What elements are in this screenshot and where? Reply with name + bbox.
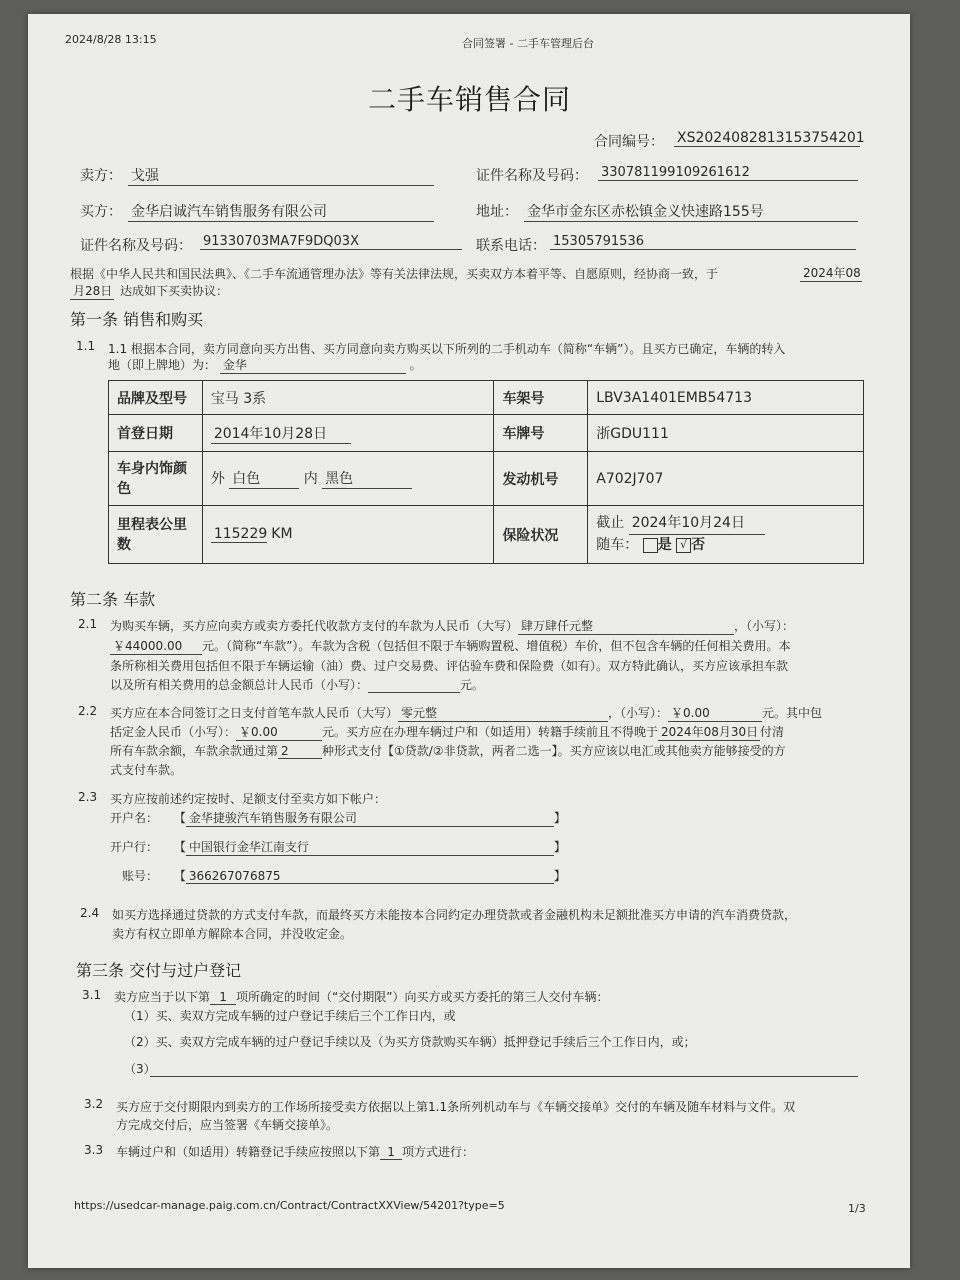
- buyer-phone: 15305791536: [550, 234, 856, 250]
- seller-name: 戈强: [128, 165, 434, 186]
- vin-label: 车架号: [494, 381, 588, 415]
- contract-no: XS20240828131537542​01: [674, 130, 860, 147]
- buyer-phone-label: 联系电话：: [476, 238, 546, 254]
- s21-line3: 条所称相关费用包括但不限于车辆运输（油）费、过户交易费、评估验车费和保险费（如有）。双方特此确认，买方应该承担车款: [110, 659, 789, 673]
- article1-num: 1.1: [76, 339, 96, 353]
- s22-method: 2: [278, 744, 322, 759]
- buyer-id: 91330703MA7F9DQ03X: [200, 234, 462, 250]
- s21-line2: ￥44000.00 元。（简称“车款”）。车款为含税（包括但不限于车辆购置税、增值税）车价，但不包含车辆的任何相关费用。本: [110, 637, 790, 655]
- mileage-label: 里程表公里数: [109, 506, 203, 564]
- contract-no-label: 合同编号：: [594, 134, 664, 150]
- s22-line3: 所有车款余额，车款余款通过第 2 种形式支付【①贷款/②非贷款，两者二选一】。买方应该以电汇或其他卖方能够接受的方: [110, 744, 786, 758]
- s23-num: 2.3: [78, 790, 98, 804]
- seller-id-label: 证件名称及号码：: [476, 168, 588, 184]
- article1-line2: 地（即上牌地）为： 金华 。: [108, 358, 422, 372]
- s24-line2: 卖方有权立即单方解除本合同，并没收定金。: [112, 927, 353, 941]
- color-label: 车身内饰颜色: [109, 452, 203, 506]
- vehicle-table: [108, 380, 864, 564]
- s24-num: 2.4: [80, 906, 100, 920]
- s33-num: 3.3: [84, 1143, 104, 1157]
- seller-id: 330781199109261612: [598, 165, 858, 181]
- insurance-date: 2024年10月24日: [629, 513, 765, 535]
- s31-option2: （2）买、卖双方完成车辆的过户登记手续以及（为买方贷款购买车辆）抵押登记手续后三个工作日内，或；: [124, 1035, 696, 1049]
- engine-label: 发动机号: [494, 452, 588, 506]
- reg-date-cell: [202, 415, 494, 452]
- s33-line1: 车辆过户和（如适用）转籍登记手续应按照以下第 1 项方式进行：: [116, 1145, 475, 1159]
- buyer-id-label: 证件名称及号码：: [80, 238, 192, 254]
- plate-label: 车牌号: [494, 415, 588, 452]
- seller-label: 卖方：: [80, 168, 122, 184]
- preamble-date-a: 2024年08: [800, 264, 862, 282]
- brand-label: 品牌及型号: [109, 381, 203, 415]
- brand-value: 宝马 3系: [202, 381, 494, 415]
- s31-num: 3.1: [82, 988, 102, 1002]
- article2-title: 第二条 车款: [70, 590, 156, 609]
- s22-line4: 式支付车款。: [110, 763, 183, 777]
- plate-value: 浙GDU111: [588, 415, 864, 452]
- s31-option1: （1）买、卖双方完成车辆的过户登记手续后三个工作日内，或: [124, 1009, 456, 1023]
- s32-line2: 方完成交付后，应当签署《车辆交接单》。: [116, 1118, 339, 1132]
- insurance-label: 保险状况: [494, 506, 588, 564]
- s31-line1: 卖方应当于以下第 1 项所确定的时间（“交付期限”）向买方或买方委托的第三人交付车辆：: [114, 990, 609, 1004]
- reg-date-label: 首登日期: [109, 415, 203, 452]
- preamble-text: 根据《中华人民共和国民法典》、《二手车流通管理办法》等有关法律法规，买卖双方本着平等、自愿原则，经协商一致，于: [70, 267, 719, 281]
- s22-line2: 括定金人民币（小写）： ￥0.00 元。买方应在办理车辆过户和（如适用）转籍手续前且不得晚于 2024年08月30日 付清: [110, 725, 785, 739]
- table-row: [109, 452, 864, 506]
- s22-line1: 买方应在本合同签订之日支付首笔车款人民币（大写） 零元整 ，（小写）： ￥0.00 元。其中包: [110, 706, 823, 720]
- mileage-cell: 115229 KM: [202, 506, 494, 564]
- s31-option3: （3）: [124, 1062, 156, 1076]
- checkbox-no: √: [676, 538, 691, 553]
- reg-date-value: 2014年10月28日: [211, 423, 351, 444]
- article1-title: 第一条 销售和购买: [70, 310, 204, 329]
- bank-name-row: 开户名： 【 金华捷骏汽车销售服务有限公司 】: [110, 811, 566, 825]
- checkbox-yes: [643, 538, 658, 553]
- s33-item: 1: [380, 1145, 402, 1160]
- article1-line1: 1.1 根据本合同，卖方同意向买方出售、买方同意向卖方购买以下所列的二手机动车（简称“车辆”）。且买方已确定，车辆的转入: [108, 342, 786, 356]
- table-row: [109, 415, 864, 452]
- s24-line1: 如买方选择通过贷款的方式支付车款，而最终买方未能按本合同约定办理贷款或者金融机构未足额批准买方申请的汽车消费贷款，: [112, 908, 797, 922]
- s31-option3-blank: [150, 1076, 858, 1077]
- document-title: 二手车销售合同: [368, 83, 572, 116]
- s32-line1: 买方应于交付期限内到卖方的工作场所接受卖方依据以上第1.1条所列机动车与《车辆交接单》交付的车辆及随车材料与文件。双: [116, 1100, 796, 1114]
- print-datetime: 2024/8/28 13:15: [65, 33, 157, 46]
- bank-branch: 中国银行金华江南支行: [186, 838, 554, 856]
- color-cell: 外 白色 内 黑色: [202, 452, 494, 506]
- s21-line4: 以及所有相关费用的总金额总计人民币（小写）： 元。: [110, 678, 485, 692]
- s23-line1: 买方应按前述约定按时、足额支付至卖方如下帐户：: [110, 792, 387, 806]
- table-row: [109, 381, 864, 415]
- account-row: 账号： 【 366267076875 】: [122, 869, 566, 883]
- s22-deposit: ￥0.00: [236, 723, 322, 741]
- s21-num: 2.1: [78, 617, 98, 631]
- buyer-address: 金华市金东区赤松镇金义快速路155号: [524, 201, 858, 222]
- s22-lower: ￥0.00: [668, 704, 762, 722]
- s22-upper: 零元整: [398, 704, 608, 722]
- table-row: [109, 506, 864, 564]
- s22-date: 2024年08月30日: [658, 723, 760, 741]
- s21-lower: ￥44000.00: [110, 637, 202, 655]
- s22-num: 2.2: [78, 704, 98, 718]
- buyer-label: 买方：: [80, 204, 122, 220]
- preamble-date-b: 月28日: [70, 282, 114, 300]
- s31-item: 1: [210, 990, 236, 1005]
- buyer-name: 金华启诚汽车销售服务有限公司: [128, 201, 434, 222]
- s21-upper: 肆万肆仟元整: [518, 617, 734, 635]
- print-url: https://usedcar-manage.paig.com.cn/Contract/ContractXXView/54201?type=5: [74, 1199, 505, 1212]
- print-page-title: 合同签署 - 二手车管理后台: [462, 37, 594, 50]
- bank-account-no: 366267076875: [186, 869, 554, 884]
- transfer-city: 金华: [220, 356, 406, 374]
- bank-account-name: 金华捷骏汽车销售服务有限公司: [186, 809, 554, 827]
- ext-color: 白色: [229, 468, 299, 489]
- article3-title: 第三条 交付与过户登记: [76, 961, 242, 980]
- vin-value: LBV3A1401EMB54713: [588, 381, 864, 415]
- s21-line1: 为购买车辆，买方应向卖方或卖方委托代收款方支付的车款为人民币（大写） 肆万肆仟元整 ，（小写）：: [110, 619, 795, 633]
- buyer-address-label: 地址：: [476, 204, 518, 220]
- contract-page: [28, 14, 910, 1268]
- s32-num: 3.2: [84, 1097, 104, 1111]
- bank-row: 开户行： 【 中国银行金华江南支行 】: [110, 840, 566, 854]
- mileage-value: 115229: [211, 526, 267, 543]
- insurance-cell: 截止 2024年10月24日 随车： 是 √ 否: [588, 506, 864, 564]
- preamble-text2: 达成如下买卖协议：: [120, 284, 229, 298]
- engine-value: A702J707: [588, 452, 864, 506]
- int-color: 黑色: [322, 468, 412, 489]
- print-page-number: 1/3: [848, 1202, 866, 1215]
